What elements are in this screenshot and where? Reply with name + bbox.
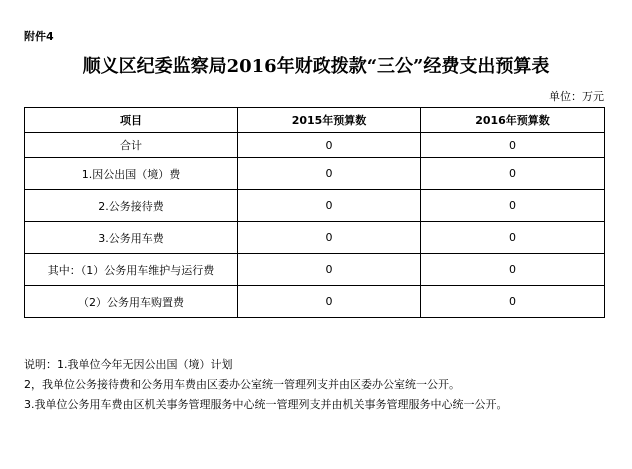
table-row-vehicle <box>25 222 605 254</box>
table-row-total <box>25 133 605 158</box>
row-2016-value: 0 <box>421 133 605 158</box>
page-title: 顺义区纪委监察局2016年财政拨款“三公”经费支出预算表 <box>82 56 550 77</box>
table-header-row <box>25 108 605 133</box>
notes-section <box>24 355 508 415</box>
budget-table <box>24 107 605 318</box>
row-2016-value: 0 <box>421 190 605 222</box>
row-2016-value: 0 <box>421 286 605 318</box>
unit-label: 单位：万元 <box>549 90 604 103</box>
row-2015-value: 0 <box>238 254 421 286</box>
table-row-vehicle-maintenance <box>25 254 605 286</box>
row-item: 1.因公出国（境）费 <box>25 158 238 190</box>
attachment-label: 附件4 <box>24 30 54 43</box>
note-line-3: 3.我单位公务用车费由区机关事务管理服务中心统一管理列支并由机关事务管理服务中心统一公开。 <box>24 398 508 411</box>
header-2015: 2015年预算数 <box>238 108 421 133</box>
row-2015-value: 0 <box>238 158 421 190</box>
row-item: 合计 <box>25 133 238 158</box>
table-row-overseas <box>25 158 605 190</box>
table-row-reception <box>25 190 605 222</box>
note-line-1: 说明：1.我单位今年无因公出国（境）计划 <box>24 358 233 371</box>
table-row-vehicle-purchase <box>25 286 605 318</box>
header-item: 项目 <box>25 108 238 133</box>
row-item: 2.公务接待费 <box>25 190 238 222</box>
row-item: 3.公务用车费 <box>25 222 238 254</box>
row-item: （2）公务用车购置费 <box>25 286 238 318</box>
row-2015-value: 0 <box>238 133 421 158</box>
row-2015-value: 0 <box>238 286 421 318</box>
row-2016-value: 0 <box>421 254 605 286</box>
note-line-2: 2，我单位公务接待费和公务用车费由区委办公室统一管理列支并由区委办公室统一公开。 <box>24 378 460 391</box>
row-2016-value: 0 <box>421 222 605 254</box>
row-2015-value: 0 <box>238 222 421 254</box>
row-item: 其中：（1）公务用车维护与运行费 <box>25 254 238 286</box>
row-2016-value: 0 <box>421 158 605 190</box>
row-2015-value: 0 <box>238 190 421 222</box>
header-2016: 2016年预算数 <box>421 108 605 133</box>
